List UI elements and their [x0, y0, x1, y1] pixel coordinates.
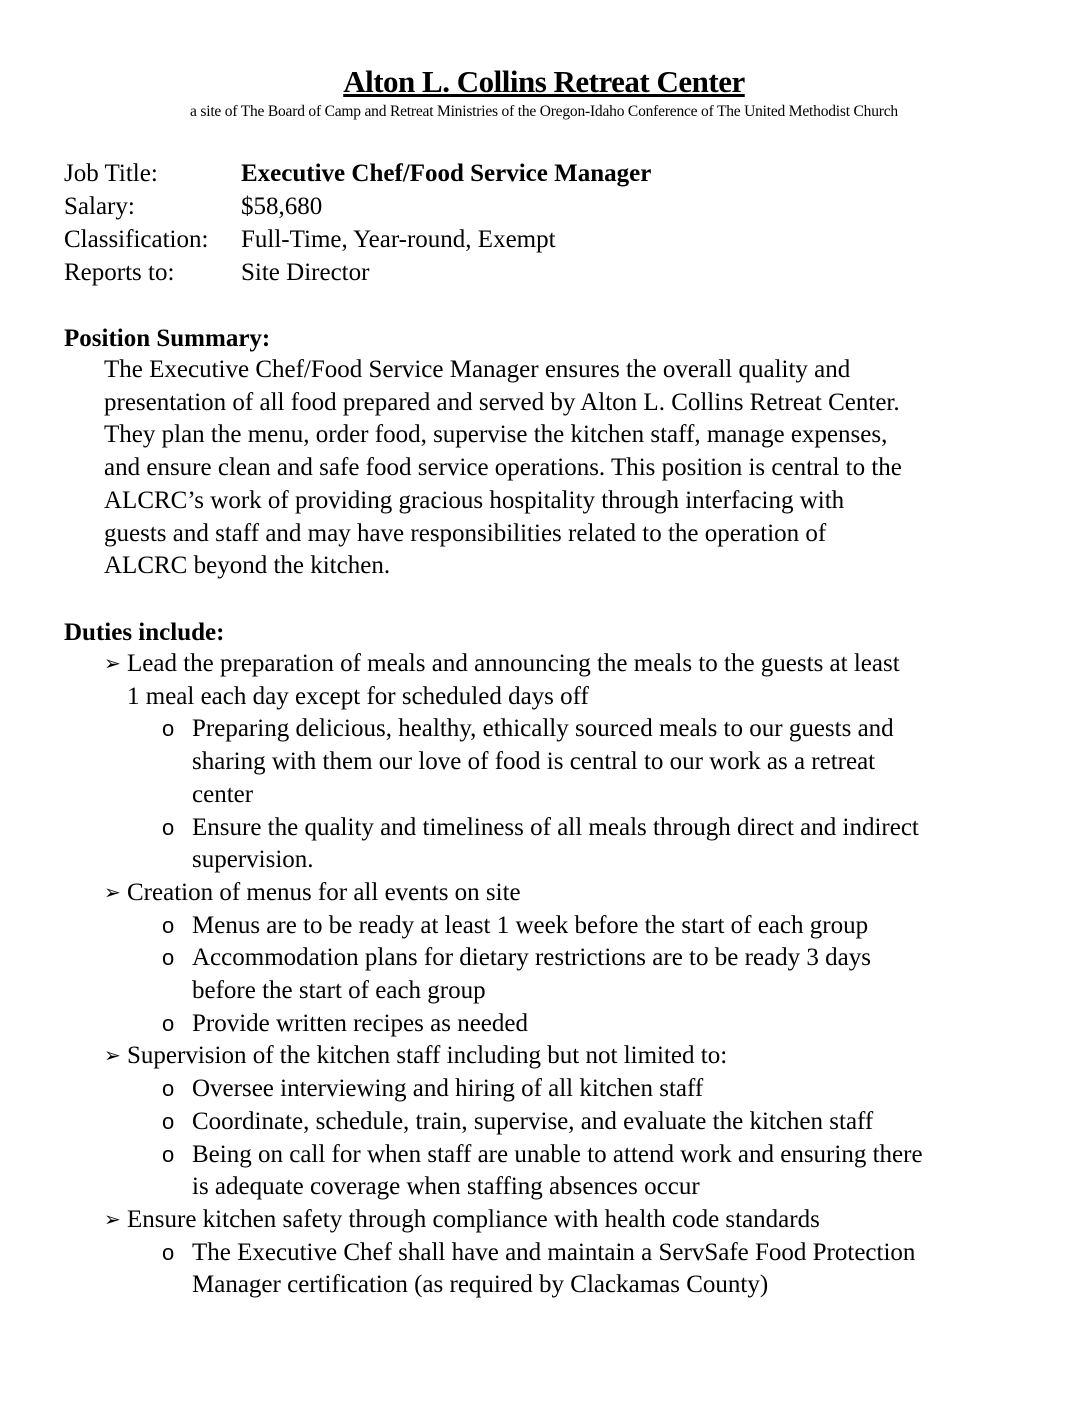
- duty-subitem-text: The Executive Chef shall have and maintain a ServSafe Food Protection: [192, 1238, 916, 1266]
- job-title-label: Job Title:: [64, 160, 158, 187]
- reports-to-label: Reports to:: [64, 259, 175, 286]
- job-title-row: [64, 157, 651, 190]
- classification-row: [64, 223, 651, 256]
- duty-subitem-text: Preparing delicious, healthy, ethically sourced meals to our guests and: [192, 715, 894, 743]
- duty-item: [0, 648, 923, 713]
- duty-subitem-text: center: [192, 780, 254, 808]
- document-subtitle: a site of The Board of Camp and Retreat Ministries of the Oregon-Idaho Conference of The United Methodist Church: [190, 103, 898, 120]
- duty-subitem-text: Ensure the quality and timeliness of all meals through direct and indirect: [192, 813, 919, 841]
- duty-subitem-text: Manager certification (as required by Clackamas County): [192, 1271, 769, 1299]
- duty-subitem: [0, 1106, 923, 1139]
- duty-subitem-text: Coordinate, schedule, train, supervise, and evaluate the kitchen staff: [192, 1107, 874, 1135]
- salary-value: $58,680: [241, 193, 323, 220]
- duties-list: [0, 648, 923, 1302]
- duty-item: [0, 1040, 923, 1073]
- duty-item: [0, 877, 923, 910]
- duty-item-text: Ensure kitchen safety through compliance with health code standards: [127, 1205, 820, 1233]
- duty-subitem: [0, 1139, 923, 1204]
- job-title-value: Executive Chef/Food Service Manager: [241, 160, 652, 187]
- duty-subitem-text: Being on call for when staff are unable to attend work and ensuring there: [192, 1140, 923, 1168]
- duty-subitem-text: before the start of each group: [192, 977, 486, 1005]
- summary-line: They plan the menu, order food, supervise the kitchen staff, manage expenses,: [104, 421, 888, 449]
- classification-label: Classification:: [64, 226, 209, 253]
- circle-bullet-icon: o: [162, 1010, 175, 1036]
- circle-bullet-icon: o: [162, 1076, 175, 1102]
- classification-value: Full-Time, Year-round, Exempt: [241, 226, 556, 253]
- position-summary-text: [104, 354, 1034, 583]
- summary-line: The Executive Chef/Food Service Manager ensures the overall quality and: [104, 356, 851, 383]
- duty-subitem: [0, 942, 923, 1007]
- duty-subitem-text: Accommodation plans for dietary restrictions are to be ready 3 days: [192, 944, 871, 972]
- duty-item-text: Supervision of the kitchen staff including but not limited to:: [127, 1042, 728, 1070]
- circle-bullet-icon: o: [162, 814, 175, 840]
- duty-subitem-text: is adequate coverage when staffing absences occur: [192, 1173, 700, 1201]
- duty-subitem-text: Provide written recipes as needed: [192, 1009, 528, 1037]
- circle-bullet-icon: o: [162, 1108, 175, 1134]
- duty-subitem: [0, 812, 923, 877]
- arrow-bullet-icon: ➢: [104, 1208, 121, 1231]
- duty-subitem: [0, 910, 923, 943]
- circle-bullet-icon: o: [162, 1141, 175, 1167]
- duty-item: [0, 1204, 923, 1237]
- salary-label: Salary:: [64, 193, 135, 220]
- circle-bullet-icon: o: [162, 716, 175, 742]
- duty-item-text: Lead the preparation of meals and announcing the meals to the guests at least: [127, 650, 900, 677]
- reports-to-row: [64, 256, 651, 289]
- arrow-bullet-icon: ➢: [104, 1045, 121, 1068]
- duty-item-text: Creation of menus for all events on site: [127, 878, 521, 906]
- duty-subitem: [0, 1073, 923, 1106]
- arrow-bullet-icon: ➢: [104, 653, 121, 675]
- duties-heading: Duties include:: [64, 619, 225, 646]
- summary-line: presentation of all food prepared and served by Alton L. Collins Retreat Center.: [104, 388, 900, 416]
- job-info-table: [64, 157, 651, 289]
- circle-bullet-icon: o: [162, 912, 175, 938]
- duty-subitem: [0, 1008, 923, 1041]
- circle-bullet-icon: o: [162, 945, 175, 971]
- document-title: Alton L. Collins Retreat Center: [343, 64, 745, 99]
- duty-subitem: [0, 1237, 923, 1302]
- duty-subitem-text: Menus are to be ready at least 1 week before the start of each group: [192, 911, 869, 939]
- summary-line: and ensure clean and safe food service operations. This position is central to the: [104, 454, 902, 482]
- duty-subitem-text: Oversee interviewing and hiring of all kitchen staff: [192, 1075, 704, 1103]
- position-summary-heading: Position Summary:: [64, 325, 271, 352]
- duty-subitem-text: supervision.: [192, 846, 314, 874]
- summary-line: ALCRC’s work of providing gracious hospitality through interfacing with: [104, 486, 845, 514]
- summary-line: guests and staff and may have responsibilities related to the operation of: [104, 519, 827, 547]
- arrow-bullet-icon: ➢: [104, 881, 121, 904]
- duty-subitem: [0, 713, 923, 811]
- salary-row: [64, 190, 651, 223]
- duty-subitem-text: sharing with them our love of food is central to our work as a retreat: [192, 748, 876, 776]
- duty-item-text: 1 meal each day except for scheduled days off: [127, 682, 589, 710]
- circle-bullet-icon: o: [162, 1239, 175, 1265]
- summary-line: ALCRC beyond the kitchen.: [104, 552, 391, 580]
- reports-to-value: Site Director: [241, 259, 370, 286]
